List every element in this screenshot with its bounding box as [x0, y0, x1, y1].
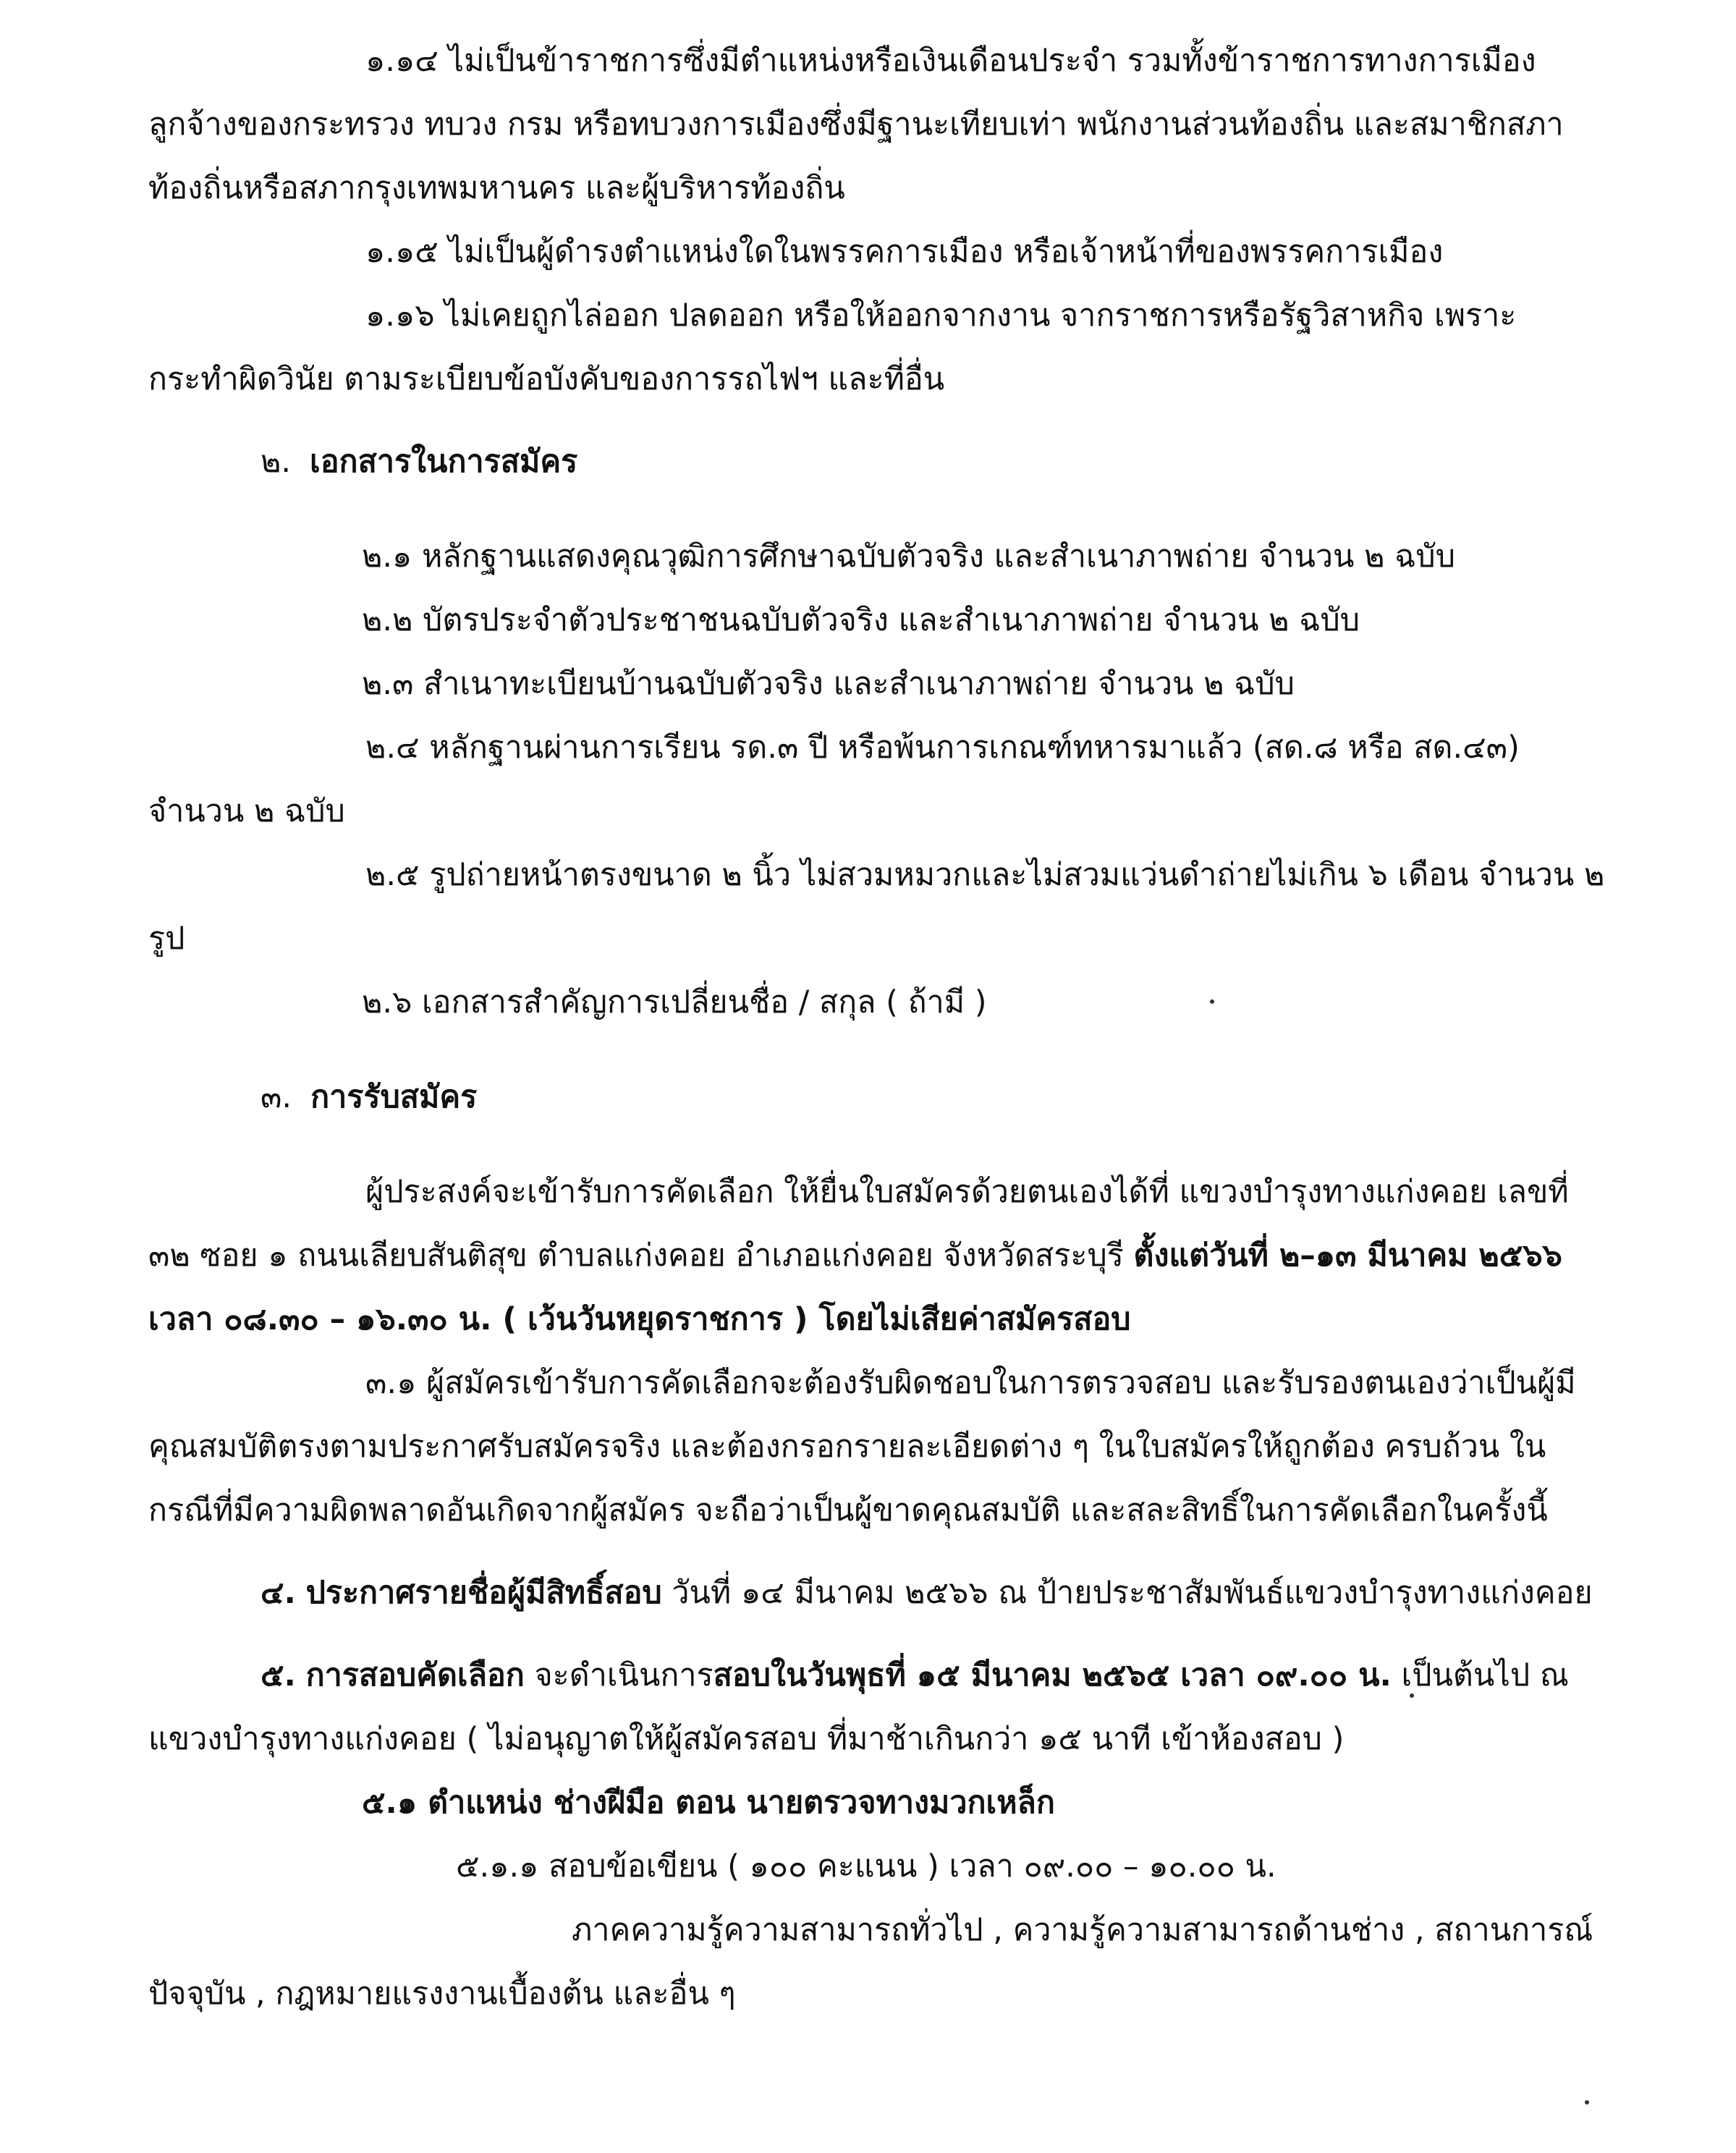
scan-speck	[1410, 1693, 1414, 1698]
section-5-text-normal: จะดำเนินการ	[534, 1657, 714, 1693]
section-4-title: ประกาศรายชื่อผู้มีสิทธิ์สอบ	[305, 1575, 662, 1611]
section-5-exam-date: สอบในวันพุธที่ ๑๕ มีนาคม ๒๕๖๕ เวลา ๐๙.๐๐ น.	[713, 1657, 1392, 1693]
paragraph-section-4	[148, 1561, 1606, 1625]
section-3-heading	[148, 1065, 1606, 1129]
paragraph-2-5: ๒.๕ รูปถ่ายหน้าตรงขนาด ๒ นิ้ว ไม่สวมหมวกและไม่สวมแว่นดำถ่ายไม่เกิน ๖ เดือน จำนวน ๒ รูป	[148, 857, 1605, 957]
paragraph-3-1: ๓.๑ ผู้สมัครเข้ารับการคัดเลือกจะต้องรับผิดชอบในการตรวจสอบ และรับรองตนเองว่าเป็นผู้มีคุณสมบัติตรงตามประกาศรับสมัครจริง และต้องกรอกรายละเอียดต่าง ๆ ในใบสมัครให้ถูกต้อง ครบถ้วน ในกรณีที่มีความผิดพลาดอันเกิดจากผู้สมัคร จะถือว่าเป็นผู้ขาดคุณสมบัติ และสละสิทธิ์ในการคัดเลือกในครั้งนี้	[148, 1365, 1576, 1528]
section-5-title: การสอบคัดเลือก	[305, 1657, 525, 1693]
paragraph-5-1-1-detail: ภาคความรู้ความสามารถทั่วไป , ความรู้ความสามารถด้านช่าง , สถานการณ์ปัจจุบัน , กฎหมายแรงงานเบื้องต้น และอื่น ๆ	[148, 1912, 1593, 2012]
section-5-text-rest: เป็นต้นไป ณ แขวงบำรุงทางแก่งคอย ( ไม่อนุญาตให้ผู้สมัครสอบ ที่มาช้าเกินกว่า ๑๕ นาที เข้าห้องสอบ )	[148, 1657, 1569, 1757]
section-3-title: การรับสมัคร	[310, 1079, 478, 1115]
paragraph-1-16: ๑.๑๖ ไม่เคยถูกไล่ออก ปลดออก หรือให้ออกจากงาน จากราชการหรือรัฐวิสาหกิจ เพราะกระทำผิดวินัย ตามระเบียบข้อบังคับของการรถไฟฯ และที่อื่น	[148, 297, 1517, 397]
paragraph-2-3: ๒.๓ สำเนาทะเบียนบ้านฉบับตัวจริง และสำเนาภาพถ่าย จำนวน ๒ ฉบับ	[362, 666, 1295, 702]
section-3-intro-text: ผู้ประสงค์จะเข้ารับการคัดเลือก ให้ยื่นใบสมัครด้วยตนเองได้ที่ แขวงบำรุงทางแก่งคอย เลขที่ ๓๒ ซอย ๑ ถนนเลียบสันติสุข ตำบลแก่งคอย อำเภอแก่งคอย จังหวัดสระบุรี	[148, 1174, 1569, 1274]
section-4-number: ๔.	[261, 1575, 296, 1611]
section-5-number: ๕.	[261, 1657, 296, 1693]
scan-speck	[1585, 2100, 1589, 2105]
paragraph-5-1: ๕.๑ ตำแหน่ง ช่างฝีมือ ตอน นายตรวจทางมวกเหล็ก	[362, 1785, 1055, 1821]
section-3-intro-dates: ตั้งแต่วันที่ ๒–๑๓ มีนาคม ๒๕๖๖ เวลา ๐๘.๓๐ – ๑๖.๓๐ น. ( เว้นวันหยุดราชการ ) โดยไม่เสียค่าสมัครสอบ	[148, 1238, 1562, 1337]
section-4-text: วันที่ ๑๔ มีนาคม ๒๕๖๖ ณ ป้ายประชาสัมพันธ์แขวงบำรุงทางแก่งคอย	[672, 1575, 1593, 1611]
paragraph-1-15: ๑.๑๕ ไม่เป็นผู้ดำรงตำแหน่งใดในพรรคการเมือง หรือเจ้าหน้าที่ของพรรคการเมือง	[365, 234, 1444, 270]
section-3-number: ๓.	[261, 1079, 292, 1115]
paragraph-3-intro	[148, 1160, 1606, 1351]
paragraph-2-1: ๒.๑ หลักฐานแสดงคุณวุฒิการศึกษาฉบับตัวจริง และสำเนาภาพถ่าย จำนวน ๒ ฉบับ	[362, 538, 1456, 575]
paragraph-5-1-1: ๕.๑.๑ สอบข้อเขียน ( ๑๐๐ คะแนน ) เวลา ๐๙.๐๐ – ๑๐.๐๐ น.	[456, 1848, 1276, 1885]
paragraph-2-2: ๒.๒ บัตรประจำตัวประชาชนฉบับตัวจริง และสำเนาภาพถ่าย จำนวน ๒ ฉบับ	[362, 602, 1360, 638]
paragraph-2-4: ๒.๔ หลักฐานผ่านการเรียน รด.๓ ปี หรือพ้นการเกณฑ์ทหารมาแล้ว (สด.๘ หรือ สด.๔๓) จำนวน ๒ ฉบับ	[148, 729, 1520, 829]
paragraph-1-14: ๑.๑๔ ไม่เป็นข้าราชการซึ่งมีตำแหน่งหรือเงินเดือนประจำ รวมทั้งข้าราชการทางการเมือง ลูกจ้างของกระทรวง ทบวง กรม หรือทบวงการเมืองซึ่งมีฐานะเทียบเท่า พนักงานส่วนท้องถิ่น และสมาชิกสภาท้องถิ่นหรือสภากรุงเทพมหานคร และผู้บริหารท้องถิ่น	[148, 43, 1564, 206]
section-2-title: เอกสารในการสมัคร	[310, 444, 578, 480]
section-2-number: ๒.	[261, 444, 292, 480]
scan-speck	[1210, 999, 1214, 1004]
section-2-heading	[148, 430, 1606, 494]
paragraph-section-5	[148, 1644, 1606, 1771]
paragraph-2-6: ๒.๖ เอกสารสำคัญการเปลี่ยนชื่อ / สกุล ( ถ้ามี )	[362, 984, 987, 1020]
